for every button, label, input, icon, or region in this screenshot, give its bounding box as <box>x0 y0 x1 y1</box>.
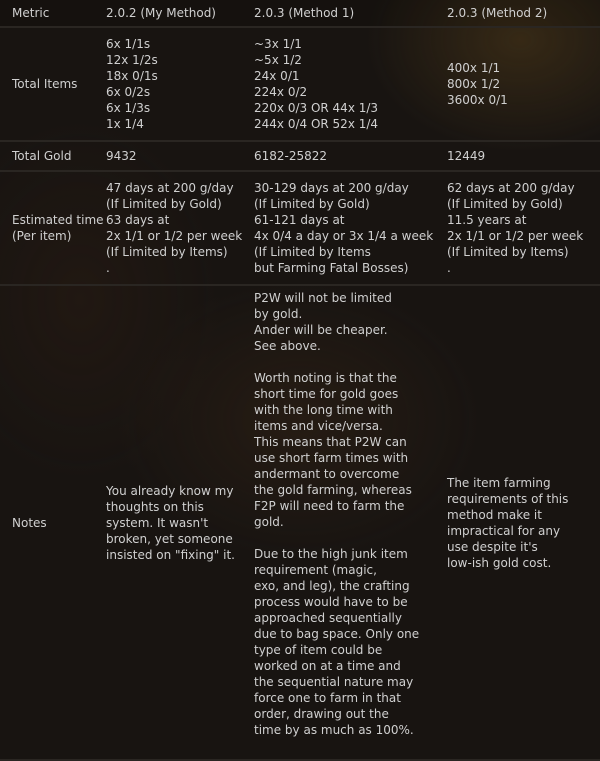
notes-col3: The item farming requirements of this method make it impractical for any use despite it's low-ish gold cost. <box>447 475 569 570</box>
notes-label: Notes <box>12 515 47 530</box>
total-items-col2: ~3x 1/1 ~5x 1/2 24x 0/1 224x 0/2 220x 0/3 OR 44x 1/3 244x 0/4 OR 52x 1/4 <box>254 37 379 131</box>
total-gold-col1: 9432 <box>106 149 137 163</box>
notes-col2: P2W will not be limited by gold. Ander will be cheaper. See above. Worth noting is that the short time for gold goes with the long time with items and vice/versa. This means that P2W can use short farm times with andermant to overcome the gold farming, whereas F2P will need to farm the gold. Due to the high junk item requirement (magic, exo, and leg), the crafting process would have to be approached sequentially due to bag space. Only one type of item could be worked on at a time and the sequential nature may force one to farm in that order, drawing out the time by as much as 100%. <box>254 291 420 737</box>
header-metric: Metric <box>12 6 50 20</box>
total-gold-row <box>0 142 600 172</box>
header-col2: 2.0.3 (Method 1) <box>254 6 355 20</box>
total-items-col3: 400x 1/1 800x 1/2 3600x 0/1 <box>447 61 508 107</box>
header-col3: 2.0.3 (Method 2) <box>447 6 548 20</box>
estimated-time-label: Estimated time (Per item) <box>12 213 104 243</box>
estimated-time-col1: 47 days at 200 g/day (If Limited by Gold) 63 days at 2x 1/1 or 1/2 per week (If Limited by Items) . <box>106 181 243 275</box>
total-gold-label: Total Gold <box>12 149 72 163</box>
total-items-label: Total Items <box>12 77 78 91</box>
total-items-col1: 6x 1/1s 12x 1/2s 18x 0/1s 6x 0/2s 6x 1/3s 1x 1/4 <box>106 37 158 131</box>
header-row <box>0 0 600 28</box>
notes-col1: You already know my thoughts on this system. It wasn't broken, yet someone insisted on "fixing" it. <box>106 483 235 562</box>
total-gold-col3: 12449 <box>447 149 486 163</box>
header-col1: 2.0.2 (My Method) <box>106 6 216 20</box>
estimated-time-col2: 30-129 days at 200 g/day (If Limited by Gold) 61-121 days at 4x 0/4 a day or 3x 1/4 a week (If Limited by Items but Farming Fatal Bosses) <box>254 181 434 275</box>
total-items-row <box>0 28 600 142</box>
estimated-time-row <box>0 172 600 286</box>
estimated-time-col3: 62 days at 200 g/day (If Limited by Gold) 11.5 years at 2x 1/1 or 1/2 per week (If Limited by Items) . <box>447 181 584 275</box>
total-gold-col2: 6182-25822 <box>254 149 328 163</box>
notes-row <box>0 286 600 761</box>
